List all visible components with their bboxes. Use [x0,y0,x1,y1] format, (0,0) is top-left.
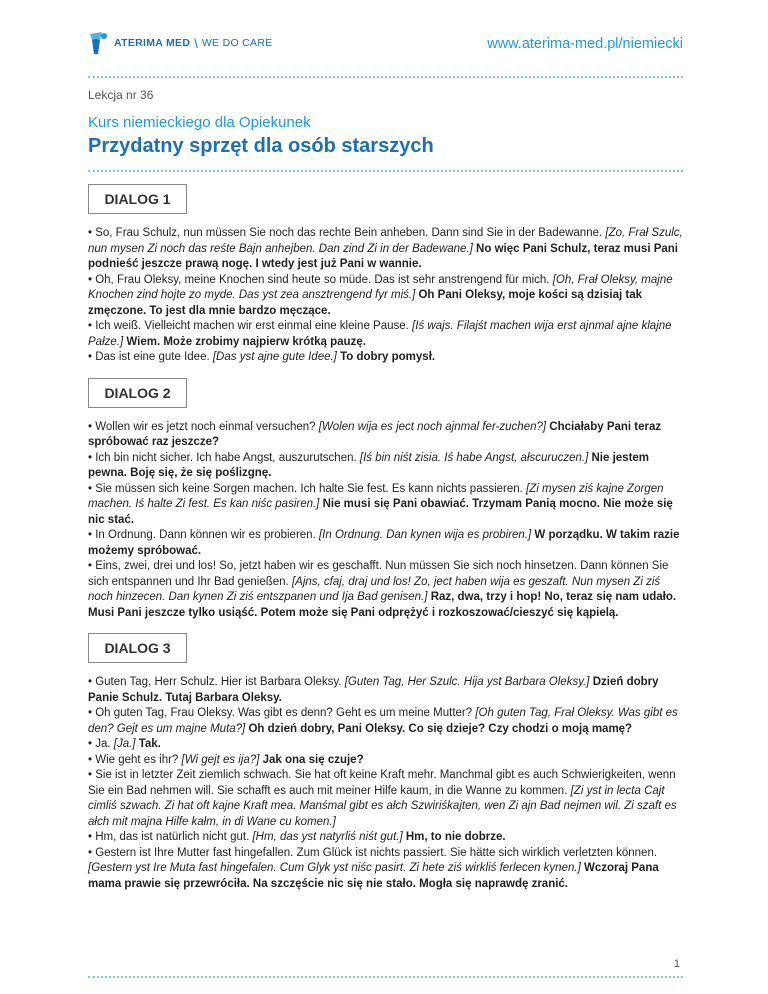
polish-text: Oh dzień dobry, Pani Oleksy. Co się dzieje? Czy chodzi o moją mamę? [248,722,633,735]
dialog-section [88,366,683,622]
german-text: • Ja. [88,738,111,750]
german-text: • Eins, zwei, drei und los! So, jetzt haben wir es geschafft. Nun müssen Sie sich noch hinsetzen. Dann können Sie sich entspannen und Ihr Bad genießen. [88,560,669,588]
phonetic-text: [Zi yst in lecta Cajt cimliś szwach. Zi hat oft kajne Kraft mea. Manśmal gibt es ałch Szwiriśkajten, wen Zi ajn Bad nejmen wil. Zi szaft es ałch mit majna Hilfe kałm, in di Wane cu komen.] [88,784,677,828]
phonetic-text: [Das yst ajne gute Idee.] [212,351,337,363]
german-text: • Ich weiß. Vielleicht machen wir erst einmal eine kleine Pause. [88,320,409,332]
logo-brand: ATERIMA MED [114,37,191,49]
dialog-line [88,846,683,893]
polish-text: Nie musi się Pani obawiać. Trzymam Panią mocno. Nie może się nic stać. [88,498,673,526]
german-text: • Sie müssen sich keine Sorgen machen. Ich halte Sie fest. Es kann nichts passieren. [88,482,523,495]
logo [88,30,273,56]
german-text: • Oh guten Tag, Frau Oleksy. Was gibt es denn? Geht es um meine Mutter? [88,707,473,719]
page-title: Przydatny sprzęt dla osób starszych [88,135,434,157]
dialog-text [88,420,683,622]
phonetic-text: [Zi mysen ziś kajne Zorgen machen. Iś halte Zi fest. Es kan niśc pasiren.] [88,482,664,510]
page-number: 1 [673,958,680,970]
dialog-text [88,226,683,366]
polish-text: To dobry pomysł. [340,351,436,363]
dialog-line [88,273,683,320]
dialog-heading: DIALOG 1 [88,184,187,214]
logo-tagline: WE DO CARE [201,37,273,49]
polish-text: No więc Pani Schulz, teraz musi Pani podnieść jeszcze prawą nogę. I wtedy jest już Pani w wannie. [88,242,678,270]
german-text: • Ich bin nicht sicher. Ich habe Angst, auszurutschen. [88,451,357,464]
phonetic-text: [Iś bin niśt zisia. Iś habe Angst, ałscuruczen.] [359,451,589,464]
polish-text: Raz, dwa, trzy i hop! No, teraz się nam udało. Musi Pani jeszcze tylko usiąść. Potem może się Pani odprężyć i rozkoszować/cieszyć się kąpielą. [88,591,677,619]
phonetic-text: [Oh guten Tag, Frał Oleksy. Was gibt es den? Gejt es um majne Muta?] [88,707,678,735]
dialog-line [88,830,683,846]
logo-separator: \ [194,35,198,51]
dialog-line [88,451,683,482]
dialog-line [88,753,683,769]
polish-text: Nie jestem pewna. Boję się, że się poślizgnę. [88,451,650,479]
german-text: • Sie ist in letzter Zeit ziemlich schwach. Sie hat oft keine Kraft mehr. Manchmal gibt es auch Schwierigkeiten, wenn Sie ein Bad nehmen will. Sie schafft es auch mit meiner Hilfe kaum, in die Wanne zu kommen. [88,769,676,797]
dialog-text [88,675,683,892]
german-text: • So, Frau Schulz, nun müssen Sie noch das rechte Bein anheben. Dann sind Sie in der Badewanne. [88,227,603,239]
polish-text: W porządku. W takim razie możemy spróbować. [88,529,680,557]
phonetic-text: [In Ordnung. Dan kynen wija es probiren.] [318,529,532,541]
german-text: • Guten Tag, Herr Schulz. Hier ist Barbara Oleksy. [88,676,342,688]
german-text: • In Ordnung. Dann können wir es probieren. [88,529,316,541]
polish-text: Tak. [138,738,161,750]
dialog-line [88,420,683,451]
german-text: • Das ist eine gute Idee. [88,351,210,363]
dialog-line [88,706,683,737]
phonetic-text: [Gestern yst Ire Muta fast hingefalen. Cum Glyk yst niśc pasirt. Zi hete ziś wirkliś ferlecen kynen.] [88,862,581,874]
dialog-line [88,768,683,830]
polish-text: Chciałaby Pani teraz spróbować raz jeszcze? [88,420,662,448]
header-divider [88,76,683,78]
website-link[interactable]: www.aterima-med.pl/niemiecki [487,36,683,52]
polish-text: Dzień dobry Panie Schulz. Tutaj Barbara Oleksy. [88,676,659,704]
phonetic-text: [Ja.] [113,738,136,750]
header [88,0,683,76]
dialog-line [88,319,683,350]
german-text: • Wie geht es ihr? [88,753,179,766]
lesson-number: Lekcja nr 36 [88,88,154,102]
course-name: Kurs niemieckiego dla Opiekunek [88,114,311,131]
german-text: • Wollen wir es jetzt noch einmal versuchen? [88,420,316,433]
dialog-section [88,621,683,892]
polish-text: Oh Pani Oleksy, moje kości są dzisiaj tak zmęczone. To jest dla mnie bardzo męczące. [88,289,642,317]
dialog-line [88,559,683,621]
document-page [88,0,683,892]
phonetic-text: [Hm, das yst natyrliś niśt gut.] [252,831,403,843]
phonetic-text: [Iś wajs. Filajśt machen wija erst ajnmal ajne klajne Pałze.] [88,320,672,348]
dialog-line [88,226,683,273]
polish-text: Wczoraj Pana mama prawie się przewróciła. Na szczęście nic się nie stało. Mogła się naprawdę zranić. [88,862,659,890]
phonetic-text: [Guten Tag, Her Szulc. Hija yst Barbara Oleksy.] [344,676,590,688]
polish-text: Hm, to nie dobrze. [405,831,506,843]
dialog-section [88,172,683,366]
dialog-line [88,482,683,529]
phonetic-text: [Ajns, cfaj, draj und los! Zo, ject haben wija es geszaft. Nun mysen Zi ziś noch hinzecen. Dan kynen Zi ziś entszpanen und Ija Bad genisen.] [88,575,661,603]
phonetic-text: [Wolen wija es ject noch ajnmal fer-zuchen?] [318,420,547,433]
dialogs [88,172,683,892]
dialog-line [88,528,683,559]
dialog-line [88,350,683,366]
dialog-heading: DIALOG 3 [88,633,187,663]
dialog-line [88,675,683,706]
dialog-line [88,737,683,753]
polish-text: Jak ona się czuje? [262,753,364,766]
german-text: • Oh, Frau Oleksy, meine Knochen sind heute so müde. Das ist sehr anstrengend für mich. [88,273,550,286]
footer-divider [88,976,683,978]
polish-text: Wiem. Może zrobimy najpierw krótką pauzę. [126,335,366,348]
logo-mark-icon [88,30,110,56]
german-text: • Hm, das ist natürlich nicht gut. [88,831,250,843]
dialog-heading: DIALOG 2 [88,378,187,408]
phonetic-text: [Oh, Frał Oleksy, majne Knochen zind hojte zo myde. Das yst zea ansztrengend fyr miś.] [88,273,673,301]
phonetic-text: [Zo, Frał Szulc, nun mysen Zi noch das reśte Bajn anhejben. Dan zind Zi in der Badewane.] [88,227,683,255]
german-text: • Gestern ist Ihre Mutter fast hingefallen. Zum Glück ist nichts passiert. Sie hätte sich wirklich verletzten können. [88,846,658,859]
phonetic-text: [Wi gejt es ija?] [181,753,260,766]
